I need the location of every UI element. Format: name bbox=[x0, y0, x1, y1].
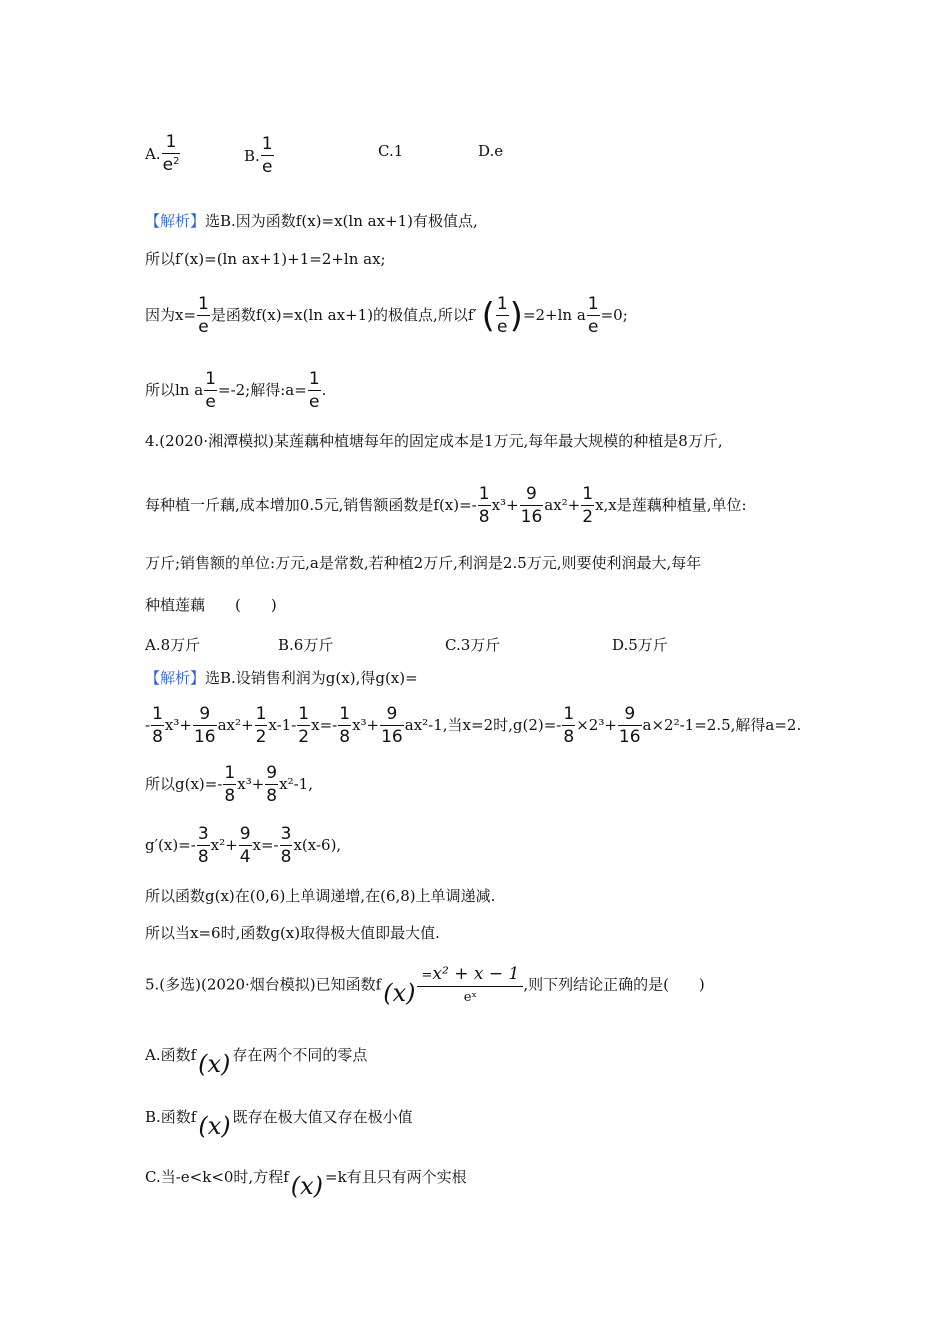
q5-stem: 5.(多选)(2020·烟台模拟)已知函数f(x) $\frac{\text{=x² + x − 1}}{\text{eˣ}}$ ,则下列结论正确的是( ) bbox=[145, 964, 705, 1007]
q4-option-b: B.6万斤 bbox=[278, 636, 334, 654]
q4-option-c: C.3万斤 bbox=[445, 636, 501, 654]
analysis-tag: 【解析】 bbox=[145, 212, 206, 230]
q5-function-fraction: $\frac{\text{=x² + x − 1}}{\text{eˣ}}$ bbox=[417, 966, 523, 1004]
q4-option-d: D.5万斤 bbox=[612, 636, 668, 654]
option-b bbox=[244, 136, 275, 176]
analysis-tag: 【解析】 bbox=[145, 669, 206, 687]
q3-analysis-line1: 【解析】选B.因为函数f(x)=x(ln ax+1)有极值点, bbox=[145, 212, 478, 230]
option-b-fraction: $\frac{1}{e}$ bbox=[261, 134, 273, 177]
option-a-label: A. bbox=[145, 145, 161, 163]
q4-analysis-line4: g′(x)=- $\frac{3}{8}$ x²+ $\frac{9}{4}$ x=- $\frac{3}{8}$ x(x-6), bbox=[145, 824, 342, 867]
q4-analysis-line2: - $\frac{1}{8}$ x³+ $\frac{9}{16}$ ax²+ $\frac{1}{2}$ x-1- $\frac{1}{2}$ x=- $\frac{1}{8}$ x³+ $\frac{9}{16}$ ax²-1,当x=2时,g(2)=- $\frac{1}{8}$ ×2³+ $\frac{9}{16}$ a×2²-1=2.5,解得a=2. bbox=[145, 704, 802, 747]
q5-option-a: A.函数f(x) 存在两个不同的零点 bbox=[145, 1046, 368, 1078]
q5-option-b: B.函数f(x) 既存在极大值又存在极小值 bbox=[145, 1108, 413, 1140]
q4-analysis-line3: 所以g(x)=- $\frac{1}{8}$ x³+ $\frac{9}{8}$ x²-1, bbox=[145, 763, 313, 806]
q4-stem-line1: 4.(2020·湘潭模拟)某莲藕种植塘每年的固定成本是1万元,每年最大规模的种植是8万斤, bbox=[145, 432, 723, 450]
q5-option-c: C.当-e<k<0时,方程f(x) =k有且只有两个实根 bbox=[145, 1168, 467, 1200]
option-b-label: B. bbox=[244, 147, 260, 165]
option-a bbox=[145, 134, 181, 174]
q4-option-a: A.8万斤 bbox=[145, 636, 201, 654]
q3-analysis-line3: 因为x= $\frac{1}{e}$ 是函数f(x)=x(ln ax+1)的极值点,所以f′ ( $\frac{1}{e}$ )=2+ln a $\frac{1}{e}$ =0; bbox=[145, 294, 628, 337]
q4-stem-line4: 种植莲藕 ( ) bbox=[145, 596, 277, 614]
q4-analysis-line6: 所以当x=6时,函数g(x)取得极大值即最大值. bbox=[145, 924, 440, 942]
q3-analysis-line2: 所以f′(x)=(ln ax+1)+1=2+ln ax; bbox=[145, 250, 386, 268]
option-a-fraction: $\frac{1}{e^2}$ bbox=[162, 132, 180, 175]
option-d: D.e bbox=[478, 142, 504, 160]
q4-stem-line3: 万斤;销售额的单位:万元,a是常数,若种植2万斤,利润是2.5万元,则要使利润最大,每年 bbox=[145, 554, 702, 572]
q4-analysis-line5: 所以函数g(x)在(0,6)上单调递增,在(6,8)上单调递减. bbox=[145, 887, 496, 905]
q4-analysis-line1: 【解析】选B.设销售利润为g(x),得g(x)= bbox=[145, 669, 418, 687]
option-c: C.1 bbox=[378, 142, 404, 160]
q3-analysis-line4: 所以ln a $\frac{1}{e}$ =-2;解得:a= $\frac{1}{e}$ . bbox=[145, 369, 327, 412]
q4-stem-line2: 每种植一斤藕,成本增加0.5元,销售额函数是f(x)=- $\frac{1}{8}$ x³+ $\frac{9}{16}$ ax²+ $\frac{1}{2}$ x,x是莲藕种植量,单位: bbox=[145, 484, 747, 527]
